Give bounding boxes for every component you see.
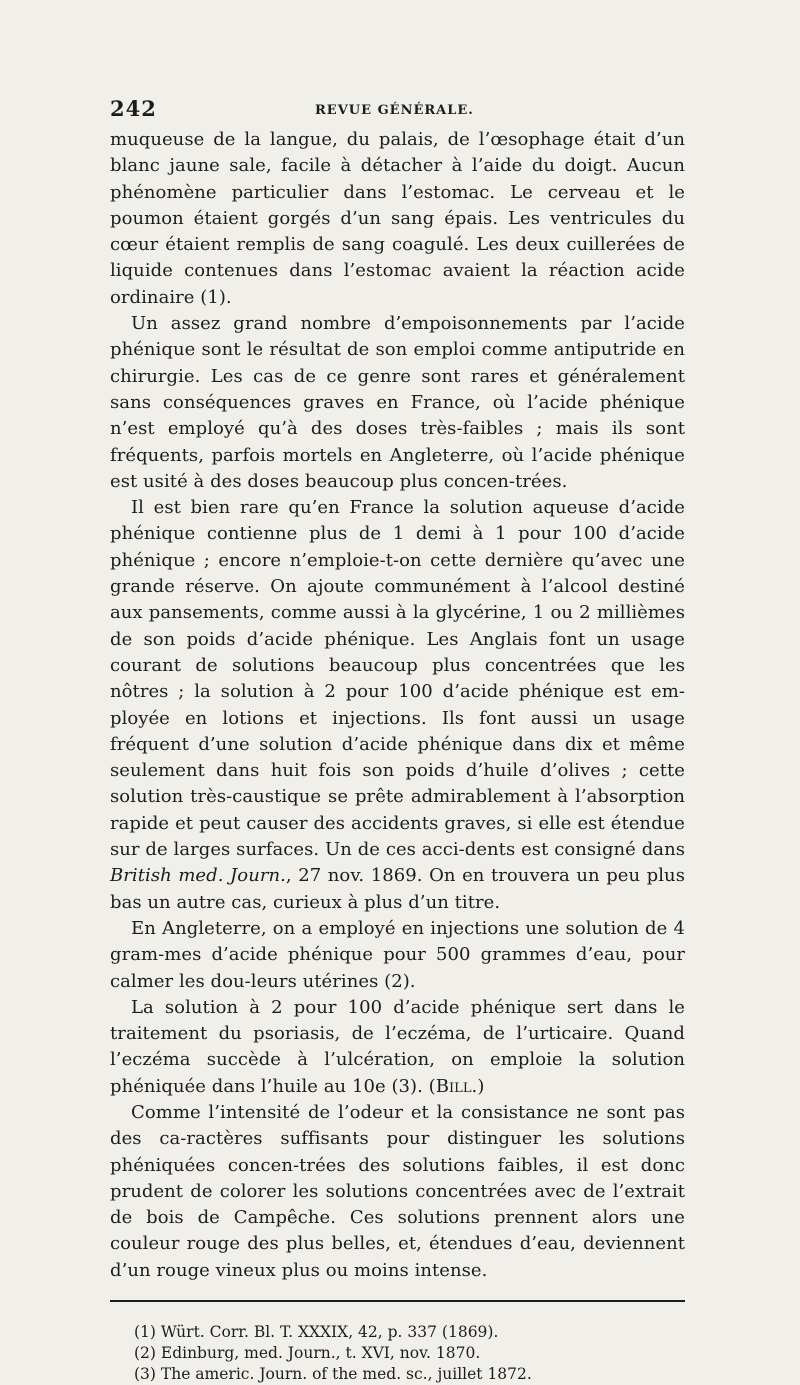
- page-header: [110, 96, 685, 126]
- body-text: [110, 127, 685, 1284]
- paragraph-5-text: La solution à 2 pour 100 d’acide phénique sert dans le traitement du psoriasis, de l’eczéma, de l’urticaire. Quand l’eczéma succède à l’ulcération, on emploie la solution phéniquée dans l’huile au 10e (3).: [110, 996, 685, 1097]
- paragraph-3: [110, 495, 685, 916]
- footnote-1: (1) Würt. Corr. Bl. T. XXXIX, 42, p. 337 (1869).: [134, 1323, 499, 1342]
- paragraph-3-text-before: Il est bien rare qu’en France la solution aqueuse d’acide phénique contienne plus de 1 demi à 1 pour 100 d’acide phénique ; encore n’emploie-t-on cette dernière qu’avec une grande réserve. On ajoute communément à l’alcool destiné aux pansements, comme aussi à la glycérine, 1 ou 2 millièmes de son poids d’acide phénique. Les Anglais font un usage courant de solutions beaucoup plus concentrées que les nôtres ; la solution à 2 pour 100 d’acide phénique est em-ployée en lotions et injections. Ils font aussi un usage fréquent d’une solution d’acide phénique dans dix et même seulement dans huit fois son poids d’huile d’olives ; cette solution très-caustique se prête admirablement à l’absorption rapide et peut causer des accidents graves, si elle est étendue sur de larges surfaces. Un de ces acci-dents est consigné dans: [110, 497, 685, 861]
- paragraph-6: Comme l’intensité de l’odeur et la consistance ne sont pas des ca-ractères suffisants pour distinguer les solutions phéniquées concen-trées des solutions faibles, il est donc prudent de colorer les solutions concentrées avec de l’extrait de bois de Campêche. Ces solutions prennent alors une couleur rouge des plus belles, et, étendues d’eau, deviennent d’un rouge vineux plus ou moins intense.: [110, 1101, 685, 1281]
- footnotes: [110, 1322, 685, 1385]
- paragraph-5: [110, 995, 685, 1100]
- paragraph-2: Un assez grand nombre d’empoisonnements par l’acide phénique sont le résultat de son emploi comme antiputride en chirurgie. Les cas de ce genre sont rares et généralement sans conséquences graves en France, où l’acide phénique n’est employé qu’à des doses très-faibles ; mais ils sont fréquents, parfois mortels en Angleterre, où l’acide phénique est usité à des doses beaucoup plus concen-trées.: [110, 313, 685, 492]
- paragraph-3-text-after: , 27 nov. 1869. On en trouvera un peu plus bas un autre cas, curieux à plus d’un titre.: [110, 865, 685, 913]
- running-title: REVUE GÉNÉRALE.: [315, 103, 474, 118]
- footnote-3: (3) The americ. Journ. of the med. sc., juillet 1872.: [134, 1365, 532, 1384]
- paragraph-1: muqueuse de la langue, du palais, de l’œsophage était d’un blanc jaune sale, facile à détacher à l’aide du doigt. Aucun phénomène particulier dans l’estomac. Le cerveau et le poumon étaient gorgés d’un sang épais. Les ventricules du cœur étaient remplis de sang coagulé. Les deux cuillerées de liquide contenues dans l’estomac avaient la réaction acide ordinaire (1).: [110, 129, 685, 308]
- journal-title: British med. Journ.: [110, 865, 286, 887]
- page-number: 242: [110, 96, 157, 121]
- author-attribution: (Bill.): [428, 1075, 485, 1097]
- footnote-2: (2) Edinburg, med. Journ., t. XVI, nov. 1870.: [134, 1344, 481, 1363]
- paragraph-4: En Angleterre, on a employé en injections une solution de 4 gram-mes d’acide phénique pour 500 grammes d’eau, pour calmer les dou-leurs utérines (2).: [110, 917, 685, 992]
- footnote-rule: [110, 1300, 685, 1302]
- book-page: [110, 96, 685, 1385]
